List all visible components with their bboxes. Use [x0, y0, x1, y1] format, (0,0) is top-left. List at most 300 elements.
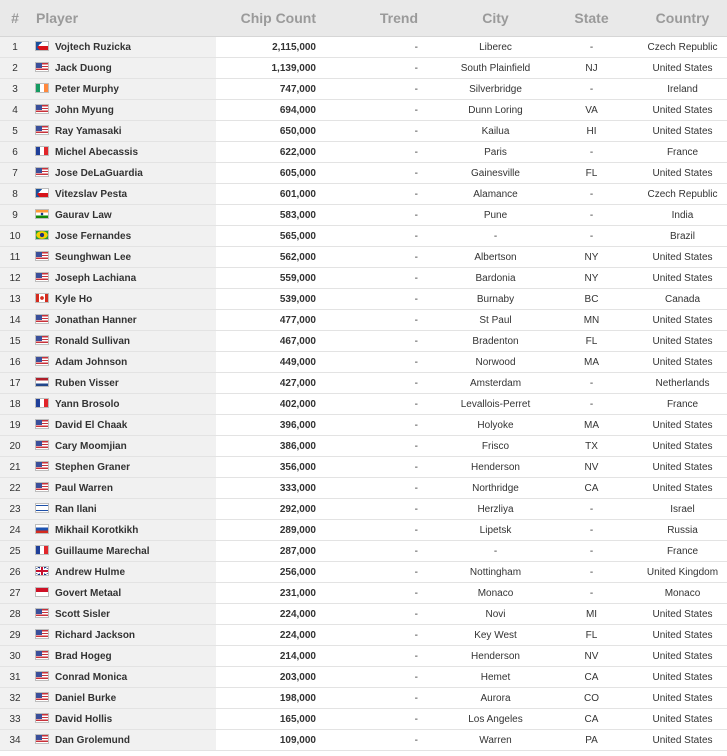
gb-flag-icon — [35, 566, 49, 576]
trend-cell: - — [318, 247, 428, 268]
city-cell: Holyoke — [428, 415, 563, 436]
column-header-city[interactable]: City — [428, 0, 563, 37]
player-cell[interactable] — [30, 646, 216, 667]
us-flag-icon — [35, 482, 49, 492]
column-header-player[interactable]: Player — [30, 0, 216, 37]
state-cell: - — [563, 562, 620, 583]
state-cell: NJ — [563, 58, 620, 79]
table-row[interactable] — [0, 415, 727, 436]
player-name[interactable]: Conrad Monica — [55, 672, 128, 683]
country-cell: Canada — [620, 289, 727, 310]
player-cell[interactable] — [30, 226, 216, 247]
table-row[interactable] — [0, 142, 727, 163]
player-cell[interactable] — [30, 121, 216, 142]
state-cell: - — [563, 142, 620, 163]
player-name[interactable]: Peter Murphy — [55, 84, 119, 95]
chip-count-cell: 203,000 — [216, 667, 318, 688]
table-row[interactable] — [0, 352, 727, 373]
player-cell[interactable] — [30, 394, 216, 415]
us-flag-icon — [35, 650, 49, 660]
player-cell[interactable] — [30, 58, 216, 79]
chip-count-cell: 256,000 — [216, 562, 318, 583]
state-cell: MA — [563, 415, 620, 436]
table-row[interactable] — [0, 373, 727, 394]
us-flag-icon — [35, 461, 49, 471]
rank-cell: 7 — [0, 163, 30, 184]
table-row[interactable] — [0, 394, 727, 415]
player-name[interactable]: Jack Duong — [55, 63, 112, 74]
city-cell: Los Angeles — [428, 709, 563, 730]
chip-count-cell: 198,000 — [216, 688, 318, 709]
us-flag-icon — [35, 251, 49, 261]
player-cell[interactable] — [30, 331, 216, 352]
us-flag-icon — [35, 104, 49, 114]
rank-cell: 13 — [0, 289, 30, 310]
table-row[interactable] — [0, 478, 727, 499]
city-cell: Amsterdam — [428, 373, 563, 394]
player-name[interactable]: Ruben Visser — [55, 378, 119, 389]
us-flag-icon — [35, 356, 49, 366]
state-cell: - — [563, 394, 620, 415]
rank-cell: 30 — [0, 646, 30, 667]
player-name[interactable]: Scott Sisler — [55, 609, 111, 620]
player-name[interactable]: David Hollis — [55, 714, 113, 725]
player-name[interactable]: John Myung — [55, 105, 114, 116]
table-row[interactable] — [0, 520, 727, 541]
chip-count-cell: 449,000 — [216, 352, 318, 373]
state-cell: MA — [563, 352, 620, 373]
table-row[interactable] — [0, 604, 727, 625]
fr-flag-icon — [35, 146, 49, 156]
city-cell: Monaco — [428, 583, 563, 604]
player-name[interactable]: Michel Abecassis — [55, 147, 139, 158]
rank-cell: 9 — [0, 205, 30, 226]
chip-count-cell: 427,000 — [216, 373, 318, 394]
trend-cell: - — [318, 184, 428, 205]
table-row[interactable] — [0, 100, 727, 121]
in-flag-icon — [35, 209, 49, 219]
rank-cell: 5 — [0, 121, 30, 142]
player-cell[interactable] — [30, 142, 216, 163]
player-cell[interactable] — [30, 268, 216, 289]
rank-cell: 32 — [0, 688, 30, 709]
chip-count-cell: 396,000 — [216, 415, 318, 436]
trend-cell: - — [318, 415, 428, 436]
rank-cell: 28 — [0, 604, 30, 625]
player-name[interactable]: Jose DeLaGuardia — [55, 168, 143, 179]
player-name[interactable]: Yann Brosolo — [55, 399, 120, 410]
player-cell[interactable] — [30, 499, 216, 520]
table-row[interactable] — [0, 667, 727, 688]
player-cell[interactable] — [30, 205, 216, 226]
player-name[interactable]: Richard Jackson — [55, 630, 136, 641]
rank-cell: 8 — [0, 184, 30, 205]
player-cell[interactable] — [30, 541, 216, 562]
player-cell[interactable] — [30, 79, 216, 100]
player-cell[interactable] — [30, 373, 216, 394]
player-name[interactable]: Cary Moomjian — [55, 441, 127, 452]
chip-count-cell: 559,000 — [216, 268, 318, 289]
player-name[interactable]: Jonathan Hanner — [55, 315, 137, 326]
chip-count-cell: 224,000 — [216, 604, 318, 625]
player-cell[interactable] — [30, 625, 216, 646]
table-row[interactable] — [0, 688, 727, 709]
us-flag-icon — [35, 734, 49, 744]
table-row[interactable] — [0, 310, 727, 331]
city-cell: Henderson — [428, 457, 563, 478]
rank-cell: 3 — [0, 79, 30, 100]
player-name[interactable]: Jose Fernandes — [55, 231, 132, 242]
player-name[interactable]: Govert Metaal — [55, 588, 122, 599]
trend-cell: - — [318, 37, 428, 58]
player-cell[interactable] — [30, 457, 216, 478]
player-cell[interactable] — [30, 730, 216, 751]
chip-count-cell: 601,000 — [216, 184, 318, 205]
player-name[interactable]: Mikhail Korotkikh — [55, 525, 139, 536]
country-cell: Czech Republic — [620, 37, 727, 58]
rank-cell: 31 — [0, 667, 30, 688]
trend-cell: - — [318, 478, 428, 499]
chip-count-cell: 1,139,000 — [216, 58, 318, 79]
player-cell[interactable] — [30, 583, 216, 604]
table-row[interactable] — [0, 646, 727, 667]
player-cell[interactable] — [30, 688, 216, 709]
player-name[interactable]: Guillaume Marechal — [55, 546, 150, 557]
city-cell: Herzliya — [428, 499, 563, 520]
chip-count-cell: 287,000 — [216, 541, 318, 562]
player-cell[interactable] — [30, 667, 216, 688]
rank-cell: 25 — [0, 541, 30, 562]
trend-cell: - — [318, 541, 428, 562]
trend-cell: - — [318, 646, 428, 667]
fr-flag-icon — [35, 545, 49, 555]
rank-cell: 19 — [0, 415, 30, 436]
rank-cell: 14 — [0, 310, 30, 331]
column-header-country[interactable]: Country — [620, 0, 727, 37]
us-flag-icon — [35, 608, 49, 618]
trend-cell: - — [318, 373, 428, 394]
country-cell: United States — [620, 58, 727, 79]
chip-count-cell: 539,000 — [216, 289, 318, 310]
state-cell: - — [563, 79, 620, 100]
table-row[interactable] — [0, 541, 727, 562]
city-cell: Hemet — [428, 667, 563, 688]
state-cell: CA — [563, 709, 620, 730]
rank-cell: 1 — [0, 37, 30, 58]
chip-count-cell: 386,000 — [216, 436, 318, 457]
city-cell: Warren — [428, 730, 563, 751]
chip-count-cell: 467,000 — [216, 331, 318, 352]
player-cell[interactable] — [30, 562, 216, 583]
state-cell: NY — [563, 247, 620, 268]
trend-cell: - — [318, 499, 428, 520]
state-cell: - — [563, 373, 620, 394]
table-row[interactable] — [0, 457, 727, 478]
chip-count-cell: 562,000 — [216, 247, 318, 268]
state-cell: - — [563, 520, 620, 541]
state-cell: NY — [563, 268, 620, 289]
trend-cell: - — [318, 457, 428, 478]
player-cell[interactable] — [30, 184, 216, 205]
rank-cell: 10 — [0, 226, 30, 247]
table-body — [0, 37, 727, 751]
city-cell: Liberec — [428, 37, 563, 58]
table-row[interactable] — [0, 583, 727, 604]
trend-cell: - — [318, 121, 428, 142]
player-name[interactable]: Ray Yamasaki — [55, 126, 122, 137]
country-cell: United States — [620, 331, 727, 352]
ie-flag-icon — [35, 83, 49, 93]
table-row[interactable] — [0, 163, 727, 184]
city-cell: Levallois-Perret — [428, 394, 563, 415]
country-cell: United Kingdom — [620, 562, 727, 583]
player-name[interactable]: Brad Hogeg — [55, 651, 112, 662]
player-cell[interactable] — [30, 436, 216, 457]
trend-cell: - — [318, 394, 428, 415]
rank-cell: 15 — [0, 331, 30, 352]
trend-cell: - — [318, 730, 428, 751]
column-header-state[interactable]: State — [563, 0, 620, 37]
trend-cell: - — [318, 352, 428, 373]
player-name[interactable]: Stephen Graner — [55, 462, 131, 473]
city-cell: Albertson — [428, 247, 563, 268]
country-cell: United States — [620, 436, 727, 457]
player-cell[interactable] — [30, 415, 216, 436]
table-row[interactable] — [0, 37, 727, 58]
city-cell: Aurora — [428, 688, 563, 709]
trend-cell: - — [318, 562, 428, 583]
state-cell: NV — [563, 646, 620, 667]
city-cell: Bardonia — [428, 268, 563, 289]
state-cell: PA — [563, 730, 620, 751]
city-cell: Silverbridge — [428, 79, 563, 100]
player-cell[interactable] — [30, 604, 216, 625]
city-cell: Frisco — [428, 436, 563, 457]
trend-cell: - — [318, 268, 428, 289]
table-row[interactable] — [0, 58, 727, 79]
chip-count-cell: 356,000 — [216, 457, 318, 478]
trend-cell: - — [318, 100, 428, 121]
us-flag-icon — [35, 62, 49, 72]
column-header-rank[interactable]: # — [0, 0, 30, 37]
state-cell: CO — [563, 688, 620, 709]
us-flag-icon — [35, 440, 49, 450]
rank-cell: 33 — [0, 709, 30, 730]
player-name[interactable]: Vojtech Ruzicka — [55, 42, 131, 53]
city-cell: Northridge — [428, 478, 563, 499]
nl-flag-icon — [35, 377, 49, 387]
rank-cell: 24 — [0, 520, 30, 541]
city-cell: Gainesville — [428, 163, 563, 184]
chip-count-cell: 333,000 — [216, 478, 318, 499]
player-name[interactable]: Vitezslav Pesta — [55, 189, 128, 200]
country-cell: United States — [620, 688, 727, 709]
player-cell[interactable] — [30, 352, 216, 373]
rank-cell: 16 — [0, 352, 30, 373]
city-cell: Lipetsk — [428, 520, 563, 541]
cz-flag-icon — [35, 41, 49, 51]
player-name[interactable]: Seunghwan Lee — [55, 252, 132, 263]
us-flag-icon — [35, 272, 49, 282]
country-cell: United States — [620, 268, 727, 289]
chip-count-cell: 109,000 — [216, 730, 318, 751]
player-name[interactable]: Paul Warren — [55, 483, 113, 494]
country-cell: United States — [620, 730, 727, 751]
us-flag-icon — [35, 671, 49, 681]
chip-count-cell: 605,000 — [216, 163, 318, 184]
player-name[interactable]: Dan Grolemund — [55, 735, 131, 746]
rank-cell: 20 — [0, 436, 30, 457]
country-cell: Russia — [620, 520, 727, 541]
player-cell[interactable] — [30, 478, 216, 499]
us-flag-icon — [35, 713, 49, 723]
city-cell: Dunn Loring — [428, 100, 563, 121]
trend-cell: - — [318, 58, 428, 79]
chip-count-cell: 477,000 — [216, 310, 318, 331]
player-name[interactable]: Joseph Lachiana — [55, 273, 137, 284]
country-cell: United States — [620, 310, 727, 331]
cz-flag-icon — [35, 188, 49, 198]
city-cell: Nottingham — [428, 562, 563, 583]
chip-count-cell: 2,115,000 — [216, 37, 318, 58]
rank-cell: 26 — [0, 562, 30, 583]
table-row[interactable] — [0, 205, 727, 226]
table-row[interactable] — [0, 247, 727, 268]
player-name[interactable]: Kyle Ho — [55, 294, 93, 305]
state-cell: NV — [563, 457, 620, 478]
us-flag-icon — [35, 419, 49, 429]
table-row[interactable] — [0, 730, 727, 751]
trend-cell: - — [318, 142, 428, 163]
player-name[interactable]: Daniel Burke — [55, 693, 117, 704]
table-header — [0, 0, 727, 37]
table-row[interactable] — [0, 268, 727, 289]
player-name[interactable]: Ronald Sullivan — [55, 336, 131, 347]
country-cell: France — [620, 142, 727, 163]
city-cell: Norwood — [428, 352, 563, 373]
country-cell: United States — [620, 247, 727, 268]
rank-cell: 2 — [0, 58, 30, 79]
player-cell[interactable] — [30, 100, 216, 121]
city-cell: Henderson — [428, 646, 563, 667]
header-row — [0, 0, 727, 37]
trend-cell: - — [318, 205, 428, 226]
rank-cell: 11 — [0, 247, 30, 268]
rank-cell: 4 — [0, 100, 30, 121]
chip-count-cell: 565,000 — [216, 226, 318, 247]
chip-count-cell: 289,000 — [216, 520, 318, 541]
column-header-trend[interactable]: Trend — [318, 0, 428, 37]
country-cell: United States — [620, 625, 727, 646]
us-flag-icon — [35, 692, 49, 702]
state-cell: CA — [563, 667, 620, 688]
trend-cell: - — [318, 583, 428, 604]
country-cell: France — [620, 394, 727, 415]
state-cell: - — [563, 37, 620, 58]
country-cell: United States — [620, 100, 727, 121]
trend-cell: - — [318, 310, 428, 331]
rank-cell: 12 — [0, 268, 30, 289]
table-row[interactable] — [0, 436, 727, 457]
column-header-chip-count[interactable]: Chip Count — [216, 0, 318, 37]
player-name[interactable]: Adam Johnson — [55, 357, 128, 368]
table-row[interactable] — [0, 289, 727, 310]
player-name[interactable]: Gaurav Law — [55, 210, 112, 221]
player-cell[interactable] — [30, 520, 216, 541]
table-row[interactable] — [0, 709, 727, 730]
country-cell: United States — [620, 478, 727, 499]
us-flag-icon — [35, 335, 49, 345]
player-cell[interactable] — [30, 289, 216, 310]
trend-cell: - — [318, 625, 428, 646]
chip-count-cell: 747,000 — [216, 79, 318, 100]
state-cell: - — [563, 205, 620, 226]
chip-count-cell: 292,000 — [216, 499, 318, 520]
table-row[interactable] — [0, 184, 727, 205]
table-row[interactable] — [0, 625, 727, 646]
player-cell[interactable] — [30, 163, 216, 184]
country-cell: United States — [620, 709, 727, 730]
il-flag-icon — [35, 503, 49, 513]
table-row[interactable] — [0, 331, 727, 352]
fr-flag-icon — [35, 398, 49, 408]
player-cell[interactable] — [30, 37, 216, 58]
city-cell: St Paul — [428, 310, 563, 331]
rank-cell: 23 — [0, 499, 30, 520]
player-cell[interactable] — [30, 709, 216, 730]
trend-cell: - — [318, 688, 428, 709]
table-row[interactable] — [0, 226, 727, 247]
country-cell: United States — [620, 163, 727, 184]
table-row[interactable] — [0, 121, 727, 142]
country-cell: United States — [620, 352, 727, 373]
city-cell: South Plainfield — [428, 58, 563, 79]
player-name[interactable]: Ran Ilani — [55, 504, 97, 515]
chip-count-cell: 214,000 — [216, 646, 318, 667]
city-cell: Paris — [428, 142, 563, 163]
state-cell: HI — [563, 121, 620, 142]
trend-cell: - — [318, 163, 428, 184]
player-cell[interactable] — [30, 310, 216, 331]
country-cell: Netherlands — [620, 373, 727, 394]
player-name[interactable]: Andrew Hulme — [55, 567, 126, 578]
country-cell: United States — [620, 415, 727, 436]
state-cell: MN — [563, 310, 620, 331]
table-row[interactable] — [0, 79, 727, 100]
state-cell: - — [563, 499, 620, 520]
chip-count-cell: 165,000 — [216, 709, 318, 730]
state-cell: FL — [563, 625, 620, 646]
country-cell: Israel — [620, 499, 727, 520]
player-name[interactable]: David El Chaak — [55, 420, 128, 431]
table-row[interactable] — [0, 499, 727, 520]
table-row[interactable] — [0, 562, 727, 583]
trend-cell: - — [318, 667, 428, 688]
player-cell[interactable] — [30, 247, 216, 268]
rank-cell: 34 — [0, 730, 30, 751]
city-cell: - — [428, 226, 563, 247]
us-flag-icon — [35, 629, 49, 639]
rank-cell: 6 — [0, 142, 30, 163]
country-cell: Monaco — [620, 583, 727, 604]
city-cell: Key West — [428, 625, 563, 646]
rank-cell: 18 — [0, 394, 30, 415]
mc-flag-icon — [35, 587, 49, 597]
state-cell: VA — [563, 100, 620, 121]
trend-cell: - — [318, 79, 428, 100]
country-cell: Ireland — [620, 79, 727, 100]
state-cell: FL — [563, 331, 620, 352]
